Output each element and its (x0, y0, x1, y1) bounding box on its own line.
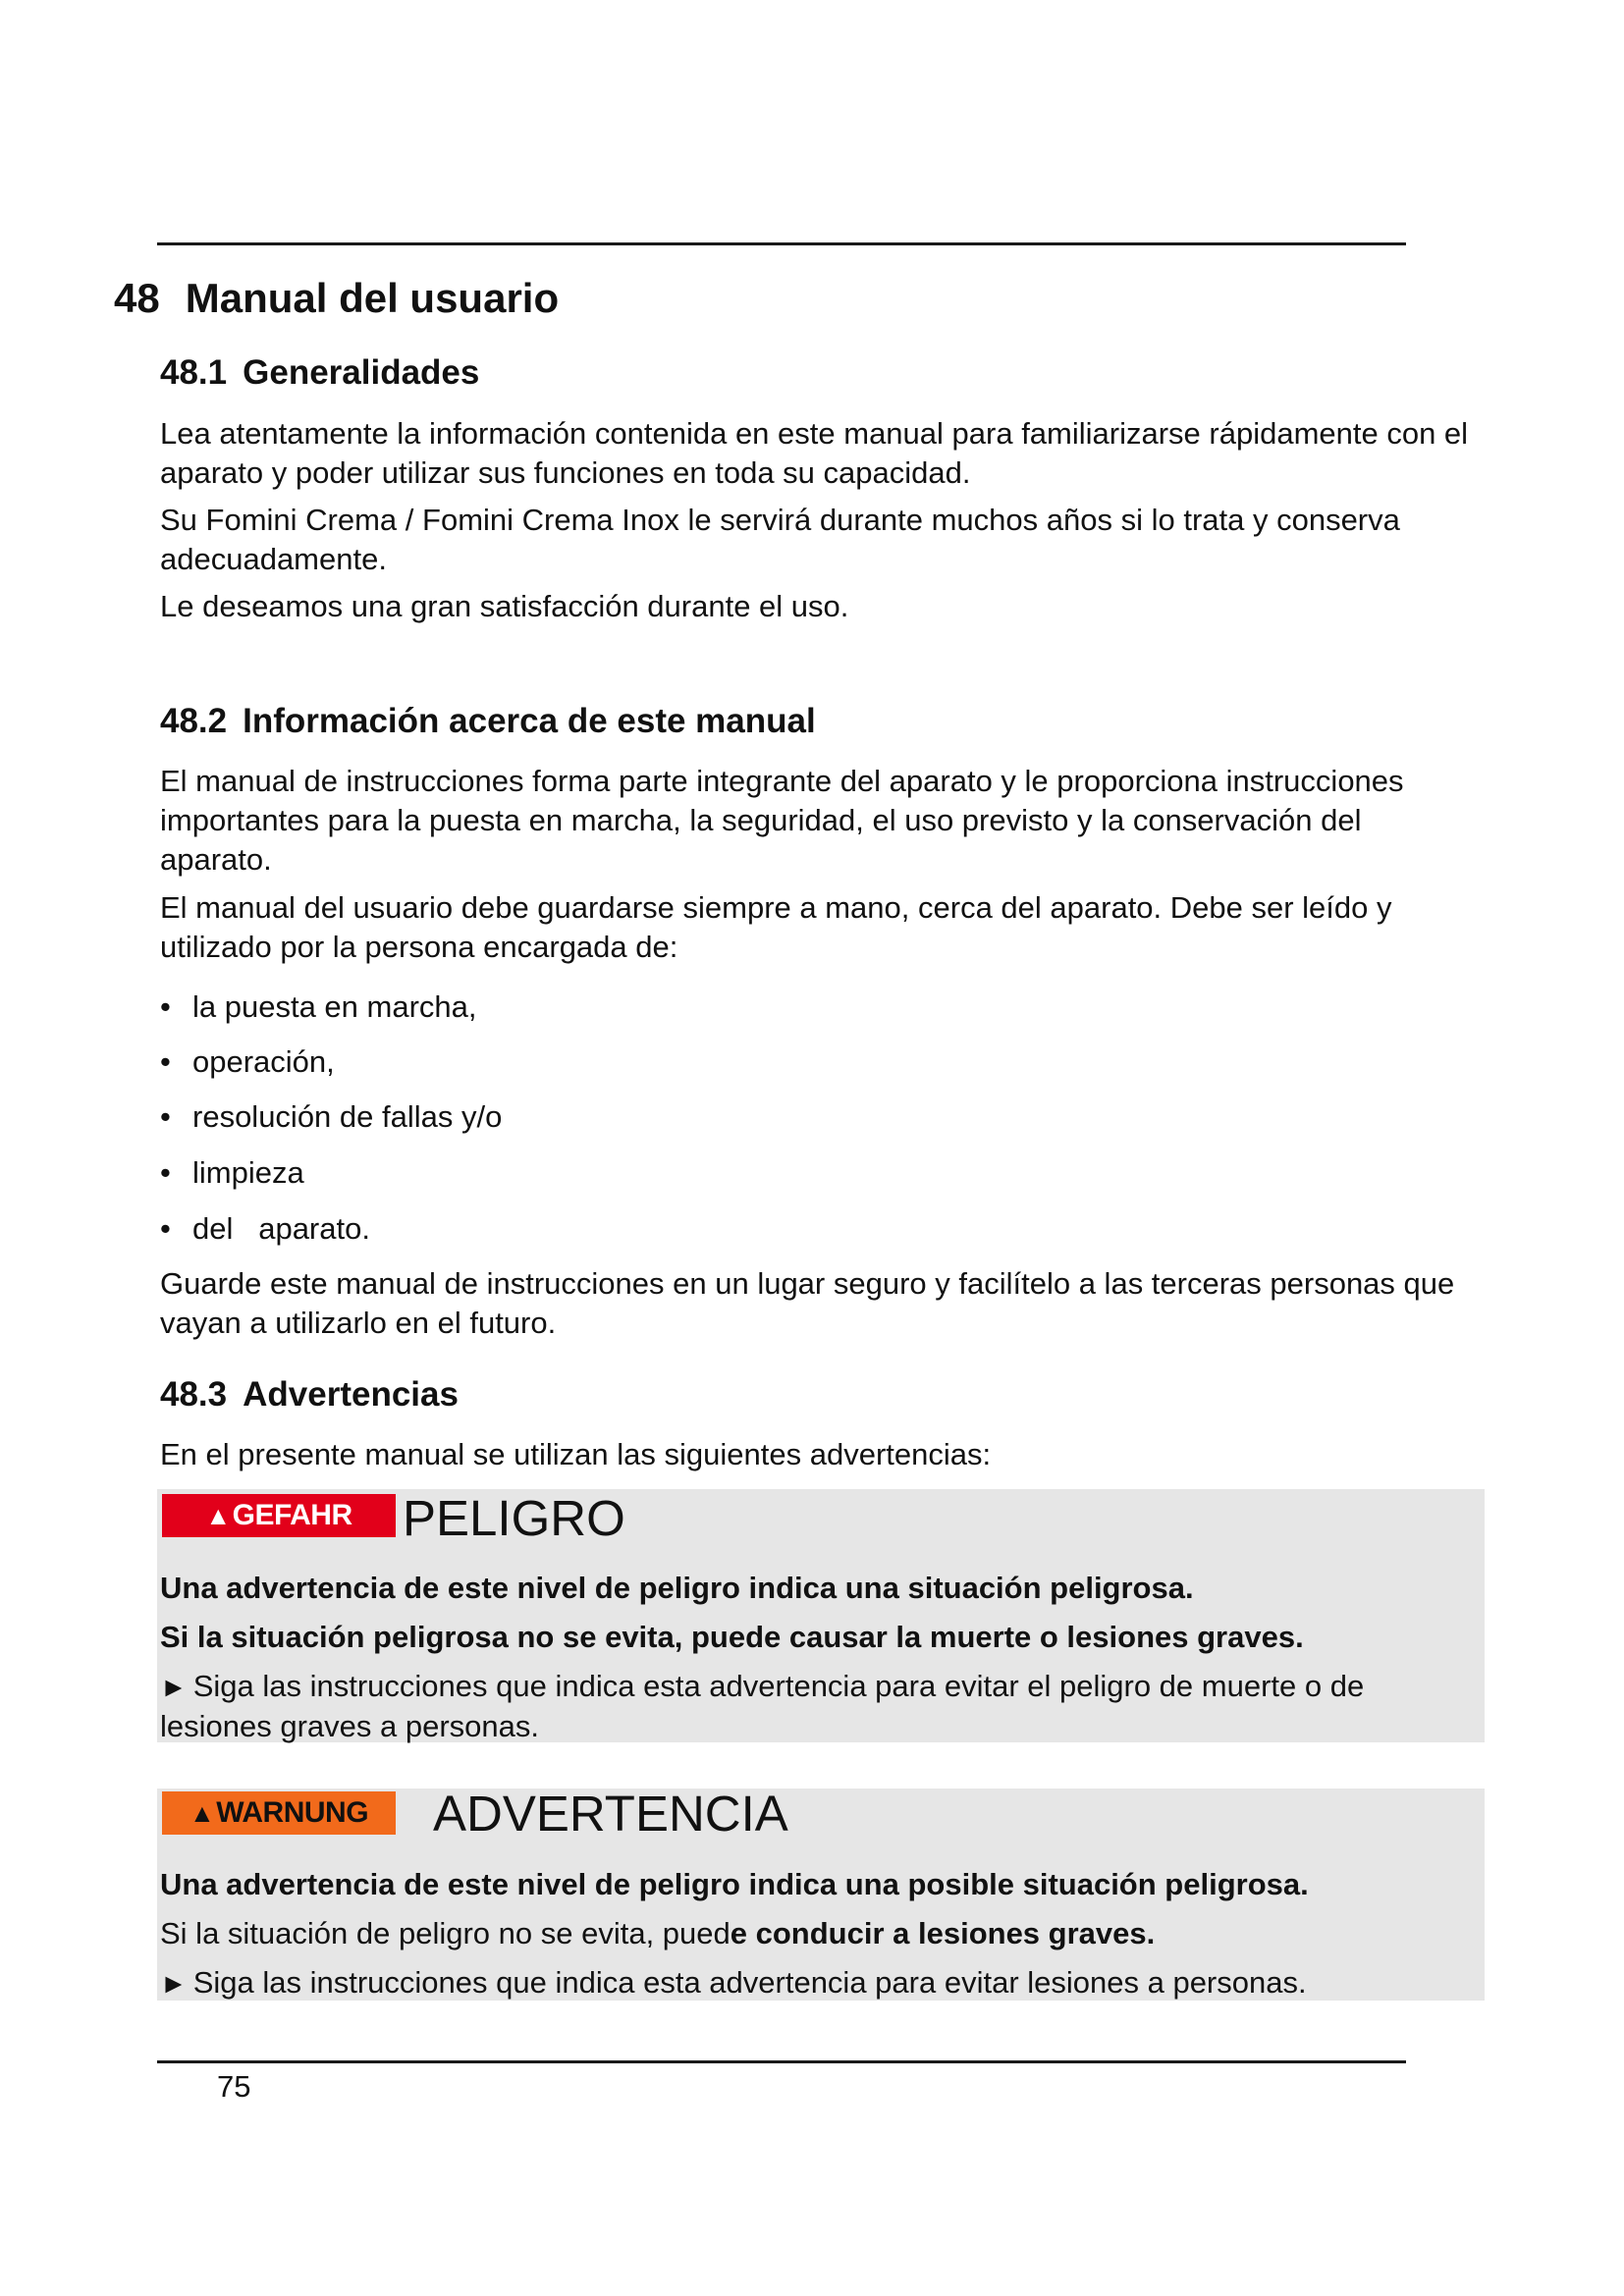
list-item-text: del aparato. (192, 1211, 370, 1246)
list-item (160, 1153, 304, 1193)
list-item-text: resolución de fallas y/o (192, 1099, 503, 1134)
section-title: Advertencias (243, 1375, 459, 1414)
warnung-badge (162, 1791, 396, 1835)
section-heading-generalidades (160, 353, 479, 393)
danger-instruction (160, 1667, 1476, 1746)
warning-instruction (160, 1963, 1476, 2003)
list-item (160, 1209, 370, 1249)
badge-label: WARNUNG (216, 1796, 369, 1829)
list-item (160, 1097, 502, 1137)
section-heading-advertencias (160, 1375, 459, 1415)
instruction-text: Siga las instrucciones que indica esta advertencia para evitar lesiones a personas. (192, 1965, 1307, 2000)
header-rule (157, 242, 1406, 245)
bullet-icon: • (160, 1211, 171, 1246)
warning-line-2-normal: Si la situación de peligro no se evita, pued (160, 1916, 731, 1950)
bullet-icon: • (160, 1155, 171, 1190)
paragraph: El manual del usuario debe guardarse siempre a mano, cerca del aparato. Debe ser leído y utilizado por la persona encargada de: (160, 890, 1392, 964)
paragraph: Su Fomini Crema / Fomini Crema Inox le servirá durante muchos años si lo trata y conserva adecuadamente. (160, 503, 1400, 576)
section-title: Generalidades (243, 353, 480, 392)
section-heading-informacion (160, 702, 816, 741)
warning-line-2-bold: e conducir a lesiones graves. (730, 1916, 1156, 1950)
chapter-heading (114, 275, 559, 322)
warning-triangle-icon: ▲ (189, 1797, 215, 1828)
instruction-text: Siga las instrucciones que indica esta advertencia para evitar el peligro de muerte o de lesiones graves a personas. (160, 1669, 1365, 1743)
badge-label: GEFAHR (232, 1499, 352, 1531)
warning-line-2 (160, 1914, 1476, 1953)
list-item-text: limpieza (192, 1155, 304, 1190)
section-number: 48.1 (160, 353, 228, 392)
list-item (160, 1042, 335, 1082)
section-title: Información acerca de este manual (243, 702, 816, 740)
paragraph: En el presente manual se utilizan las siguientes advertencias: (160, 1437, 992, 1471)
list-item-text: la puesta en marcha, (192, 989, 477, 1024)
chapter-number: 48 (114, 275, 160, 321)
paragraph: Le deseamos una gran satisfacción durante el uso. (160, 589, 849, 623)
chapter-title: Manual del usuario (185, 275, 560, 321)
danger-line-2: Si la situación peligrosa no se evita, puede causar la muerte o lesiones graves. (160, 1620, 1304, 1654)
bullet-icon: • (160, 1044, 171, 1079)
signal-word-peligro: PELIGRO (403, 1490, 625, 1546)
section-number: 48.2 (160, 702, 228, 740)
paragraph: Lea atentamente la información contenida en este manual para familiarizarse rápidamente con el aparato y poder utilizar sus funciones en toda su capacidad. (160, 416, 1469, 490)
paragraph: Guarde este manual de instrucciones en un lugar seguro y facilítelo a las terceras personas que vayan a utilizarlo en el futuro. (160, 1266, 1455, 1340)
list-item (160, 988, 477, 1027)
gefahr-badge (162, 1494, 396, 1537)
section-number: 48.3 (160, 1375, 228, 1414)
danger-line-1: Una advertencia de este nivel de peligro indica una situación peligrosa. (160, 1571, 1194, 1605)
list-item-text: operación, (192, 1044, 335, 1079)
warning-line-1: Una advertencia de este nivel de peligro indica una posible situación peligrosa. (160, 1867, 1309, 1901)
paragraph: El manual de instrucciones forma parte integrante del aparato y le proporciona instrucciones importantes para la puesta en marcha, la seguridad, el uso previsto y la conservación del aparato. (160, 764, 1404, 877)
arrow-right-icon: ► (160, 1968, 188, 1999)
page-number: 75 (217, 2069, 251, 2104)
signal-word-advertencia: ADVERTENCIA (433, 1786, 788, 1842)
bullet-icon: • (160, 989, 171, 1024)
bullet-icon: • (160, 1099, 171, 1134)
warning-triangle-icon: ▲ (205, 1500, 231, 1530)
arrow-right-icon: ► (160, 1672, 188, 1702)
footer-rule (157, 2060, 1406, 2063)
